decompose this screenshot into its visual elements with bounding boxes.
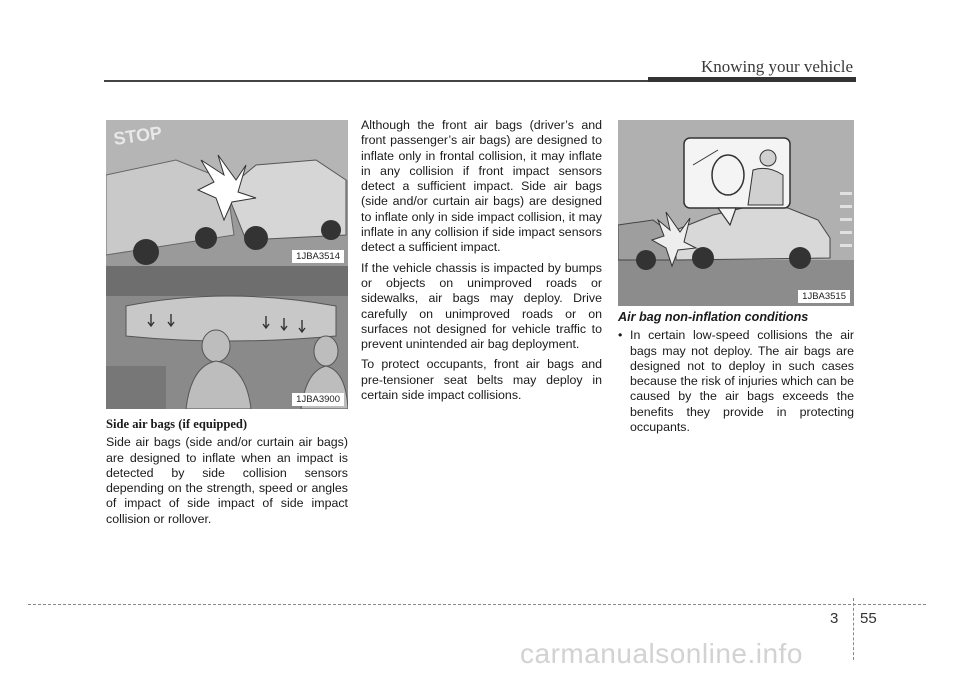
side-collision-illustration: [106, 120, 348, 266]
section-heading: Side air bags (if equipped): [106, 417, 248, 431]
stop-road-marking: STOP: [112, 122, 164, 150]
running-header: Knowing your vehicle: [700, 57, 853, 76]
figure-curtain-airbag: [106, 266, 348, 409]
right-column: [618, 310, 854, 435]
middle-column: [361, 118, 602, 408]
chapter-number: 3: [830, 610, 839, 627]
left-column: [106, 417, 348, 532]
watermark: carmanualsonline.info: [520, 638, 803, 669]
page-number: 55: [860, 610, 877, 627]
front-crash-illustration: [618, 120, 854, 306]
body-paragraph: If the vehicle chassis is impacted by bumps or objects on unimproved roads or sidewalks, air bags may deploy. Drive carefully on unimproved roads or on surfaces not designed for vehicle traffic to prevent unintended air bag deployment.: [361, 260, 602, 352]
figure-side-collision: [106, 120, 348, 266]
non-inflation-heading: Air bag non-inflation conditions: [618, 310, 809, 324]
figure-code: 1JBA3900: [292, 393, 344, 406]
figure-code: 1JBA3515: [798, 290, 850, 303]
figure-code: 1JBA3514: [292, 250, 344, 263]
footer-divider: [853, 598, 854, 660]
bullet-marker: •: [618, 328, 623, 343]
body-paragraph: Although the front air bags (driver’s and front passenger’s air bags) are designed to inflate only in frontal collision, it may inflate in any collision if front impact sensors detect a sufficient impact. Side air bags (side and/or curtain air bags) are designed to inflate only in side impact collision, it may inflate in any collision if side impact sensors detect a sufficient impact.: [361, 118, 602, 255]
header-rule-accent: [648, 77, 856, 82]
figure-front-crash: [618, 120, 854, 306]
body-paragraph: Side air bags (side and/or curtain air bags) are designed to inflate when an impact is detected by side collision sensors depending on the strength, speed or angles of impact of side impact of side impact collision or rollover.: [106, 435, 348, 526]
body-paragraph: To protect occupants, front air bags and pre-tensioner seat belts may deploy in certain side impact collisions.: [361, 357, 602, 403]
curtain-airbag-illustration: [106, 266, 348, 409]
bullet-text: In certain low-speed collisions the air bags may not deploy. The air bags are designed not to deploy in such cases because the risk of injuries which can be caused by the air bags exceeds the benefits they provide in protecting occupants.: [630, 328, 854, 435]
bullet-item: [618, 328, 854, 435]
footer-rule: [28, 604, 926, 605]
